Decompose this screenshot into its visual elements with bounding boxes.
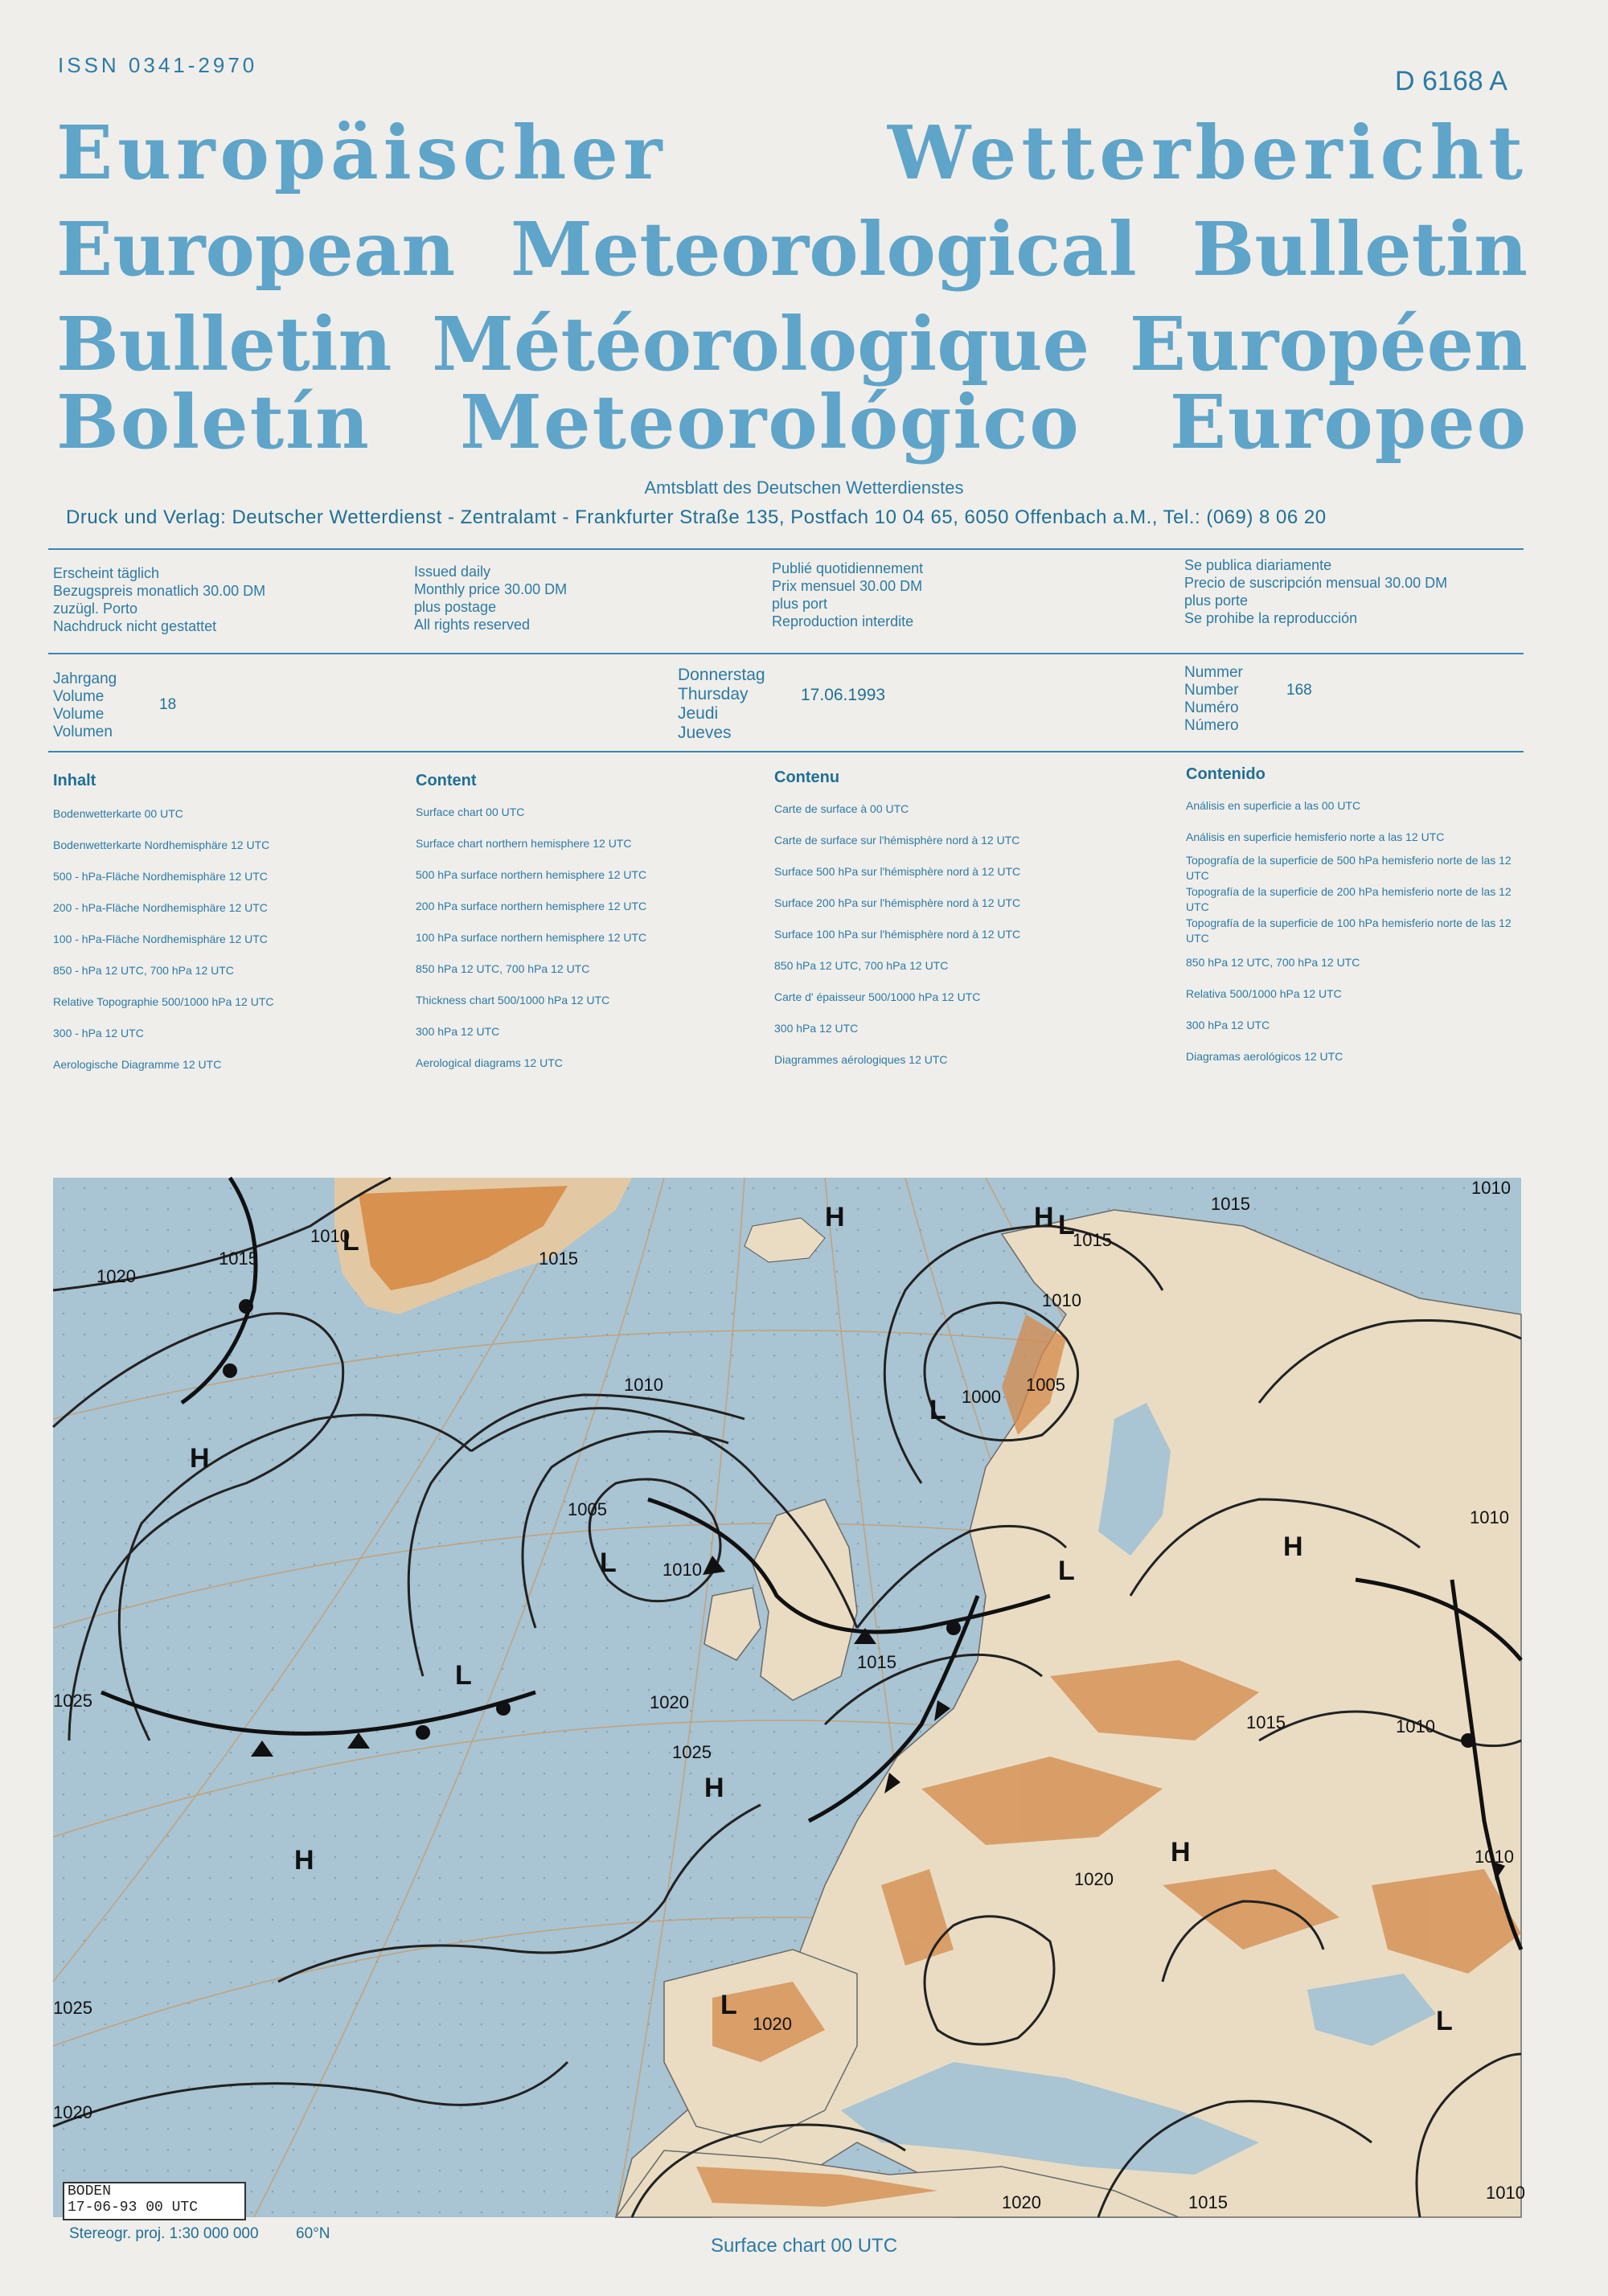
isobar-label: 1025 <box>53 1998 92 2018</box>
divider <box>48 653 1524 654</box>
isobar-label: 1020 <box>1002 2192 1041 2212</box>
title-french: Bulletin Météorologique Européen <box>56 301 1528 387</box>
subtitle: Amtsblatt des Deutschen Wetterdienstes <box>644 478 964 498</box>
document-number: D 6168 A <box>1395 66 1508 96</box>
pressure-center: H <box>825 1202 845 1232</box>
subscription-en: Issued daily Monthly price 30.00 DM plus postage All rights reserved <box>414 564 568 633</box>
isobar-label: 1020 <box>650 1692 689 1712</box>
isobar-label: 1020 <box>1074 1869 1114 1889</box>
contents-de: Inhalt Bodenwetterkarte 00 UTC Bodenwetterkarte Nordhemisphäre 12 UTC 500 - hPa-Fläche Nordhemisphäre 12 UTC 200 - hPa-Fläche Nordhemisphäre 12 UTC 100 - hPa-Fläche Nordhemisphäre 12 UTC 850 - hPa 12 UTC, 700 hPa 12 UTC Relative Topographie 500/1000 hPa 12 UTC 300 - hPa 12 UTC Aerologische Diagramme 12 UTC <box>53 772 274 1071</box>
pressure-center: H <box>190 1443 210 1474</box>
isobar-label: 1025 <box>53 1691 92 1711</box>
pressure-center: H <box>294 1845 314 1876</box>
volume-labels: Jahrgang Volume Volume Volumen <box>53 670 117 740</box>
reference-latitude: 60°N <box>296 2225 330 2242</box>
isobar-label: 1010 <box>1470 1507 1509 1527</box>
pressure-center: L <box>1058 1210 1075 1240</box>
isobar-label: 1015 <box>1246 1712 1286 1732</box>
isobar-label: 1010 <box>624 1375 663 1395</box>
publisher-line: Druck und Verlag: Deutscher Wetterdienst - Zentralamt - Frankfurter Straße 135, Postfach 10 04 65, 6050 Offenbach a.M., Tel.: (069) 8 06 20 <box>66 506 1327 528</box>
issue-number: 168 <box>1286 682 1312 699</box>
isobar-label: 1010 <box>1475 1847 1514 1867</box>
title-spanish: Boletín Meteorológico Europeo <box>56 379 1528 465</box>
number-labels: Nummer Number Numéro Número <box>1184 664 1243 734</box>
pressure-center: H <box>1171 1837 1191 1868</box>
isobar-label: 1000 <box>962 1387 1001 1407</box>
isobar-label: 1015 <box>857 1652 896 1672</box>
map-scale: Stereogr. proj. 1:30 000 000 <box>69 2225 259 2242</box>
title-german: Europäischer Wetterbericht <box>56 109 1528 196</box>
isobar-label: 1015 <box>219 1248 258 1269</box>
pressure-center: L <box>343 1226 359 1257</box>
isobar-label: 1010 <box>1396 1716 1435 1736</box>
isobar-label: 1025 <box>672 1742 712 1762</box>
isobar-label: 1010 <box>1471 1178 1511 1198</box>
pressure-center: L <box>600 1548 617 1578</box>
subscription-de: Erscheint täglich Bezugspreis monatlich 30.00 DM zuzügl. Porto Nachdruck nicht gestattet <box>53 565 266 634</box>
isobar-label: 1015 <box>1073 1230 1112 1250</box>
contents-es: Contenido Análisis en superficie a las 00 UTC Análisis en superficie hemisferio norte a las 12 UTC Topografía de la superficie de 500 hPa hemisferio norte de las 12 UTC Topografía de la superficie de 200 hPa hemisferio norte de las 12 UTC Topografía de la superficie de 100 hPa hemisferio norte de las 12 UTC 850 hPa 12 UTC, 700 hPa 12 UTC Relativa 500/1000 hPa 12 UTC 300 hPa 12 UTC Diagramas aerológicos 12 UTC <box>1186 765 1512 1063</box>
isobar-label: 1020 <box>753 2014 792 2034</box>
isobar-label: 1015 <box>539 1248 578 1269</box>
pressure-center: H <box>704 1773 724 1803</box>
pressure-center: L <box>929 1395 946 1425</box>
pressure-center: H <box>1034 1202 1054 1232</box>
issn: ISSN 0341-2970 <box>58 53 258 77</box>
isobar-label: 1015 <box>1211 1194 1250 1214</box>
isobar-label: 1015 <box>1188 2192 1228 2212</box>
subscription-es: Se publica diariamente Precio de suscripción mensual 30.00 DM plus porte Se prohibe la reproducción <box>1184 557 1448 626</box>
isobar-label: 1010 <box>662 1560 702 1580</box>
contents-fr: Contenu Carte de surface à 00 UTC Carte de surface sur l'hémisphère nord à 12 UTC Surface 500 hPa sur l'hémisphère nord à 12 UTC Surface 200 hPa sur l'hémisphère nord à 12 UTC Surface 100 hPa sur l'hémisphère nord à 12 UTC 850 hPa 12 UTC, 700 hPa 12 UTC Carte d' épaisseur 500/1000 hPa 12 UTC 300 hPa 12 UTC Diagrammes aérologiques 12 UTC <box>774 769 1021 1066</box>
isobar-label: 1005 <box>568 1499 607 1519</box>
isobar-label: 1010 <box>1042 1290 1081 1310</box>
surface-weather-map <box>53 1178 1525 2217</box>
pressure-center: L <box>720 1990 737 2020</box>
isobar-label: 1005 <box>1026 1375 1065 1395</box>
map-caption: Surface chart 00 UTC <box>710 2235 898 2257</box>
title-english: European Meteorological Bulletin <box>56 206 1528 293</box>
day-labels: Donnerstag Thursday Jeudi Jueves <box>678 666 765 742</box>
isobar-label: 1020 <box>53 2102 92 2122</box>
contents-en: Content Surface chart 00 UTC Surface chart northern hemisphere 12 UTC 500 hPa surface northern hemisphere 12 UTC 200 hPa surface northern hemisphere 12 UTC 100 hPa surface northern hemisphere 12 UTC 850 hPa 12 UTC, 700 hPa 12 UTC Thickness chart 500/1000 hPa 12 UTC 300 hPa 12 UTC Aerological diagrams 12 UTC <box>416 772 647 1069</box>
isobar-label: 1010 <box>310 1226 350 1246</box>
issue-date: 17.06.1993 <box>801 686 886 704</box>
divider <box>48 751 1524 752</box>
pressure-center: L <box>455 1660 472 1691</box>
divider <box>48 548 1524 550</box>
isobar-label: 1020 <box>96 1266 136 1286</box>
pressure-center: L <box>1436 2006 1453 2036</box>
pressure-center: L <box>1058 1556 1075 1586</box>
volume-value: 18 <box>159 696 177 713</box>
pressure-center: H <box>1283 1531 1303 1562</box>
isobar-label: 1010 <box>1486 2183 1525 2203</box>
subscription-fr: Publié quotidiennement Prix mensuel 30.00 DM plus port Reproduction interdite <box>772 560 924 629</box>
chart-stamp: BODEN 17-06-93 00 UTC <box>63 2182 246 2220</box>
